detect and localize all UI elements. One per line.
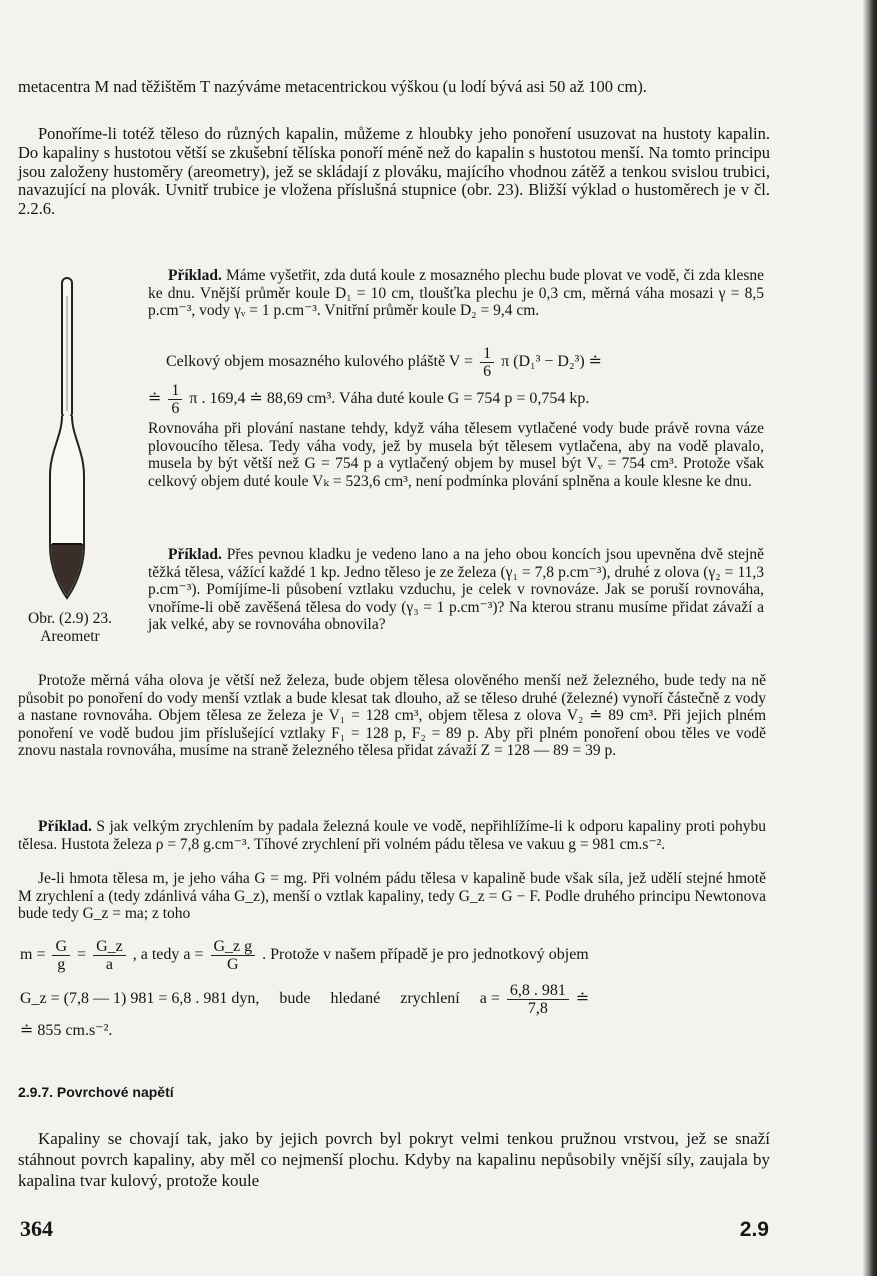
page-number: 364 [20, 1216, 53, 1241]
chapter-number: 2.9 [739, 1218, 769, 1241]
example-2-body: Přes pevnou kladku je vedeno lano a na jeho obou koncích jsou upevněna dvě stejně těžká tělesa, vážící každé 1 kp. Jedno těleso je ze železa (γ₁ = 7,8 p.cm⁻³), druhé z olova (γ₂ = 11,3 p.cm⁻³). Pomíjíme-li působení vztlaku vzduchu, je celek v rovnováze. Jak se poruší rovnováha, vnoříme-li obě zavěšená tělesa do vody (γ₃ = 1 p.cm⁻³)? Na kterou stranu musíme přidat závaží a jak velké, aby se rovnováha obnovila? [148, 546, 764, 634]
example-3-equation-c: ≐ 855 cm.s⁻². [20, 1022, 113, 1039]
intro-paragraph-2: Ponoříme-li totéž těleso do různých kapalin, můžeme z hloubky jeho ponoření usuzovat na hustoty kapalin. Do kapaliny s hustotou větší se zkušební tělíska ponoří méně než do kapalin s hustotou menší. Na tomto principu jsou založeny hustoměry (areometry), jež se skládají z plováku, majícího vhodnou zátěž a tenkou svislou trubici, navazující na plovák. Uvnitř trubice je vložena příslušná stupnice (obr. 23). Bližší výklad o hustoměrech je v čl. 2.2.6. [18, 124, 770, 219]
example-1-text-a [148, 267, 764, 320]
example-3-equation-a: m = $\frac{G}{g}$ = $\frac{G\_z}{a}$ , a tedy a = $\frac{\text{G\_z g}}{G}$ . Protože v našem případě je pro jednotkový objem [20, 938, 589, 973]
section-paragraph: Kapaliny se chovají tak, jako by jejich povrch byl pokryt velmi tenkou pružnou vrstvou, jež se snaží stáhnout povrch kapaliny, aby měl co nejmenší plochu. Kdyby na kapalinu nepůsobily vnější síly, zaujala by kapalina tvar kulový, protože koule [18, 1129, 770, 1190]
example-2-answer: Protože měrná váha olova je větší než železa, bude objem tělesa olověného menší než železného, bude tedy na ně působit po ponoření do vody menší vztlak a bude klesat tak dlouho, až se těleso druhé (železné) vynoří částečně z vody a nastane rovnováha. Objem tělesa ze železa je V₁ = 128 cm³, objem tělesa z olova V₂ ≐ 89 cm³. Při jejich plném ponoření ve vodě budou jim příslušející vztlaky F₁ = 128 p, F₂ = 89 p. Aby při plném ponoření obou těles ve vodě znovu nastala rovnováha, musíme na straně železného tělesa přidat závaží Z = 128 — 89 = 39 p. [18, 672, 766, 760]
eq1-right: π (D₁³ − D₂³) ≐ [501, 353, 603, 371]
intro-paragraph-1: metacentra M nad těžištěm T nazýváme metacentrickou výškou (u lodí bývá asi 50 až 100 cm). [18, 77, 647, 96]
example-3-body-a: S jak velkým zrychlením by padala železná koule ve vodě, nepřihlížíme-li k odporu kapaliny proti pohybu tělesa. Hustota železa ρ = 7,8 g.cm⁻³. Tíhové zrychlení při volném pádu tělesa ve vakuu g = 981 cm.s⁻². [18, 818, 767, 853]
example-1-text-b: Rovnováha při plování nastane tehdy, když váha tělesem vytlačené vody bude právě rovna váze plovoucího tělesa. Tedy váha vody, jež by musela být tělesem vytlačena, aby na vodě plavalo, musela by být větší než G = 754 p a vytlačený objem by musel být Vᵥ = 754 cm³. Protože však celkový objem duté koule Vₖ = 523,6 cm³, není podmínka plování splněna a koule klesne ke dnu. [148, 420, 764, 490]
example-2-lead: Příklad. [168, 546, 222, 563]
example-3-text-a [18, 818, 766, 853]
areometer-figure [26, 276, 116, 606]
page-edge-shadow [863, 0, 877, 1276]
example-3-text-b: Je-li hmota tělesa m, je jeho váha G = mg. Při volném pádu tělesa v kapalině bude však síla, jež udělí stejné hmotě M zrychlení a (tedy zdánlivá váha G_z), menší o vztlak kapaliny, tedy G_z = G − F. Podle druhého principu Newtonova bude tedy G_z = ma; z toho [18, 870, 766, 923]
example-2-text [148, 546, 764, 634]
example-1-equation-1 [166, 345, 602, 380]
eq2-fraction: $\frac{1}{6}$ [168, 382, 182, 417]
section-heading: 2.9.7. Povrchové napětí [18, 1084, 174, 1100]
caption-line-2: Areometr [40, 628, 100, 645]
figure-caption [14, 610, 126, 646]
example-1-body-a: Máme vyšetřit, zda dutá koule z mosazného plechu bude plovat ve vodě, či zda klesne ke dnu. Vnější průměr koule D₁ = 10 cm, tloušťka plechu je 0,3 cm, měrná váha mosazi γ = 8,5 p.cm⁻³, vody γᵥ = 1 p.cm⁻³. Vnitřní průměr koule D₂ = 9,4 cm. [148, 267, 764, 320]
eq2-right: π . 169,4 ≐ 88,69 cm³. Váha duté koule G = 754 p = 0,754 kp. [189, 390, 590, 408]
eq2-left: ≐ [148, 390, 162, 408]
example-3-lead: Příklad. [38, 818, 92, 835]
example-3-equation-b: G_z = (7,8 — 1) 981 = 6,8 . 981 dyn, bude hledané zrychlení a = $\frac{6,8 . 981}{7,8}$ ≐ [20, 982, 590, 1017]
eq1-left: Celkový objem mosazného kulového pláště V = [166, 353, 474, 371]
eq1-fraction: $\frac{1}{6}$ [480, 345, 494, 380]
example-1-equation-2 [148, 382, 589, 417]
example-1-lead: Příklad. [168, 267, 222, 284]
caption-line-1: Obr. (2.9) 23. [28, 610, 112, 627]
